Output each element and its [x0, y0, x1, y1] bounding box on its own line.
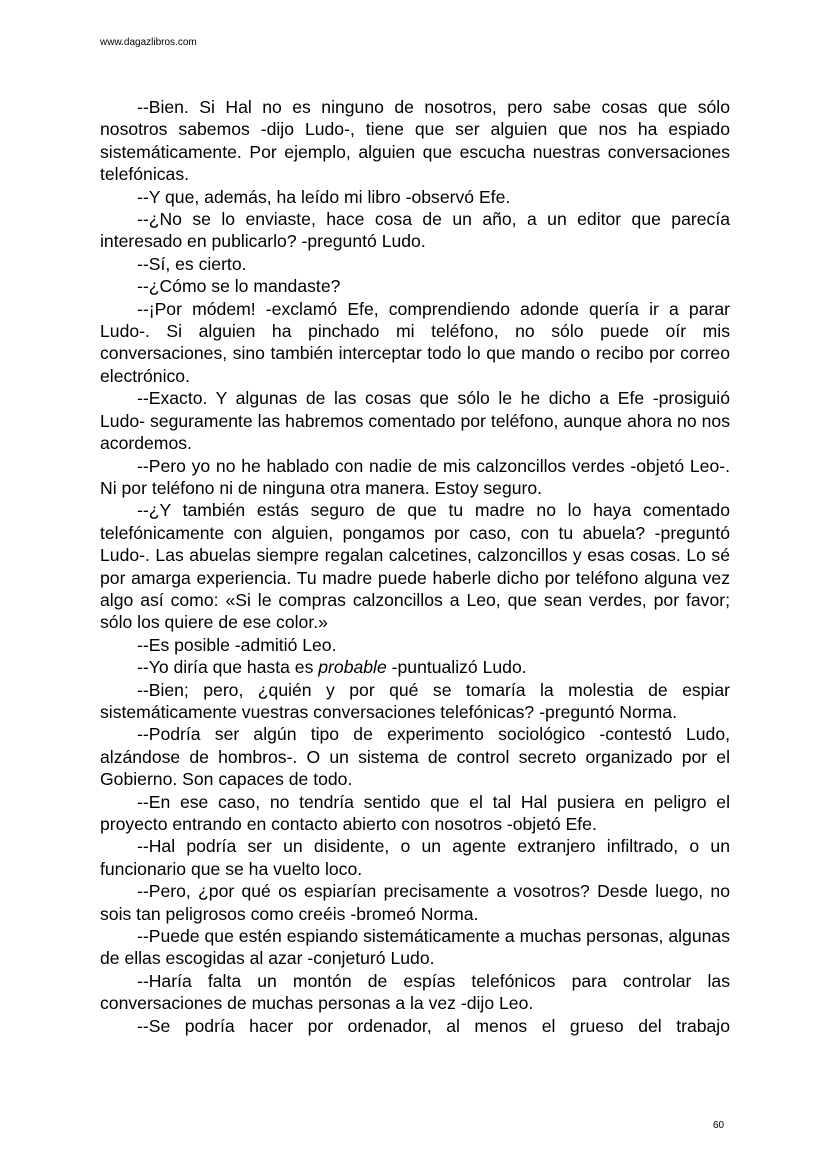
- paragraph: --Puede que estén espiando sistemáticamente a muchas personas, algunas de ellas escogidas al azar -conjeturó Ludo.: [100, 926, 730, 969]
- paragraph: --Pero, ¿por qué os espiarían precisamente a vosotros? Desde luego, no sois tan peligrosos como creéis -bromeó Norma.: [100, 881, 730, 924]
- book-text: [100, 96, 730, 1037]
- paragraph: --En ese caso, no tendría sentido que el tal Hal pusiera en peligro el proyecto entrando en contacto abierto con nosotros -objetó Efe.: [100, 791, 730, 834]
- paragraph: --Podría ser algún tipo de experimento sociológico -contestó Ludo, alzándose de hombros-. O un sistema de control secreto organizado por el Gobierno. Son capaces de todo.: [100, 724, 730, 790]
- paragraph: --¿Cómo se lo mandaste?: [137, 276, 341, 297]
- paragraph: --¿No se lo enviaste, hace cosa de un año, a un editor que parecía interesado en publicarlo? -preguntó Ludo.: [100, 209, 730, 252]
- paragraph: --¡Por módem! -exclamó Efe, comprendiendo adonde quería ir a parar Ludo-. Si alguien ha pinchado mi teléfono, no sólo puede oír mis conversaciones, sino también interceptar todo lo que mando o recibo por correo electrónico.: [100, 298, 730, 386]
- paragraph: --Y que, además, ha leído mi libro -observó Efe.: [137, 186, 511, 207]
- paragraph: --Sí, es cierto.: [137, 253, 247, 274]
- paragraph: --Bien. Si Hal no es ninguno de nosotros, pero sabe cosas que sólo nosotros sabemos -dijo Ludo-, tiene que ser alguien que nos ha espiado sistemáticamente. Por ejemplo, alguien que escucha nuestras conversaciones telefónicas.: [100, 97, 730, 185]
- site-url-header: www.dagazlibros.com: [100, 37, 197, 48]
- paragraph: --Se podría hacer por ordenador, al menos el grueso del trabajo: [137, 1015, 730, 1036]
- paragraph-text: --Yo diría que hasta es: [137, 657, 319, 678]
- paragraph: --Exacto. Y algunas de las cosas que sólo le he dicho a Efe -prosiguió Ludo- seguramente las habremos comentado por teléfono, aunque ahora no nos acordemos.: [100, 388, 730, 454]
- emphasized-word: probable: [318, 657, 387, 678]
- paragraph: --Bien; pero, ¿quién y por qué se tomaría la molestia de espiar sistemáticamente vuestras conversaciones telefónicas? -preguntó Norma.: [100, 679, 730, 722]
- paragraph: --Pero yo no he hablado con nadie de mis calzoncillos verdes -objetó Leo-. Ni por teléfono ni de ninguna otra manera. Estoy seguro.: [100, 455, 730, 498]
- paragraph-text: -puntualizó Ludo.: [386, 657, 527, 678]
- page-number: 60: [713, 1120, 725, 1131]
- paragraph: --Es posible -admitió Leo.: [137, 634, 337, 655]
- paragraph: --Haría falta un montón de espías telefónicos para controlar las conversaciones de muchas personas a la vez -dijo Leo.: [100, 970, 730, 1014]
- paragraph: --¿Y también estás seguro de que tu madre no lo haya comentado telefónicamente con alguien, pongamos por caso, con tu abuela? -preguntó Ludo-. Las abuelas siempre regalan calcetines, calzoncillos y esas cosas. Lo sé por amarga experiencia. Tu madre puede haberle dicho por teléfono alguna vez algo así como: «Si le compras calzoncillos a Leo, que sean verdes, por favor; sólo los quiere de ese color.»: [100, 500, 730, 633]
- paragraph-probable: [100, 656, 730, 678]
- paragraph: --Hal podría ser un disidente, o un agente extranjero infiltrado, o un funcionario que se ha vuelto loco.: [100, 836, 730, 879]
